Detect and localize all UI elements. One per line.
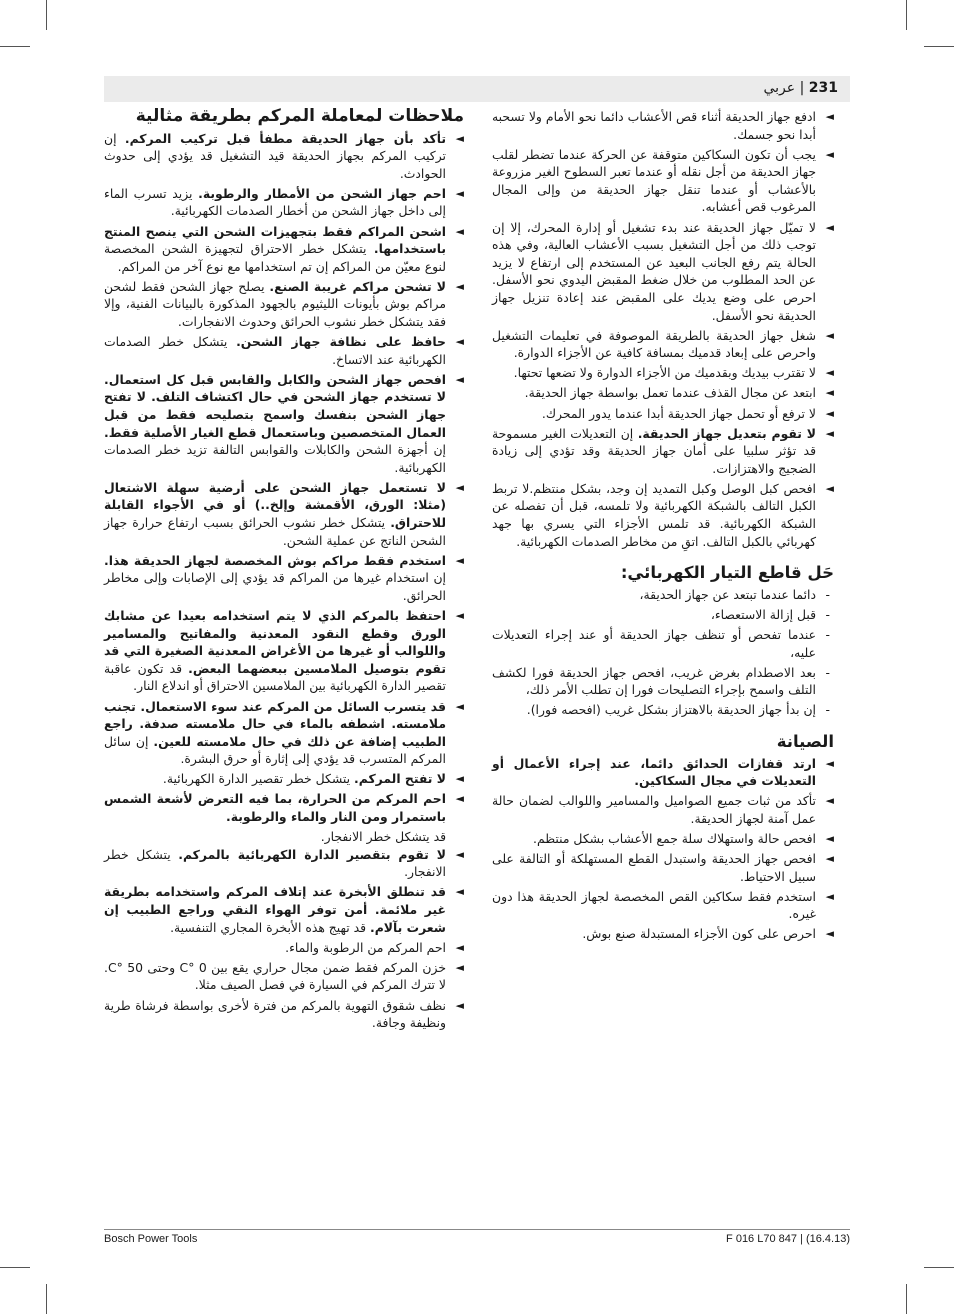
bullet-item-text: افحص حالة واستهلاك سلة جمع الأعشاب بشكل منتظم. <box>533 830 816 846</box>
bullet-item <box>104 552 464 605</box>
bullet-item-bold: احتفظ بالمركم الذي لا يتم استخدامه بعيدا عن مشابك الورق وقطع النقود المعدنية والمفاتيح والمسامير واللوالب أو غيرها من الأغراض المعدنية الصغيرة التي قد تقوم بتوصيل الملامسين ببعضهما البعض. <box>104 608 447 676</box>
bullet-item <box>104 828 464 846</box>
dash-item: - إن بدأ جهاز الحديقة بالاهتزاز بشكل غريب (افحصه فورا). <box>492 701 834 719</box>
bullet-item <box>492 146 834 216</box>
bullet-item-text: افحص كبل الوصل وكبل التمديد إن وجد، بشكل منتظم.لا تربط الكبل التالف بالشبكة الكهربائية ولا تلمسه، قبل أن تفصله عن الشبكة الكهربائية. قد تلمس الأجزاء التي يسري بها جهد كهربائي بالكبل التالف. اتقِ من مخاطر الصدمات الكهربائية. <box>492 480 816 549</box>
bullet-item-bold: قد يتسرب السائل من المركم عند سوء الاستعمال. تجنب ملامسته. اشطفه بالماء في حال ملامسته صدفة. راجع الطبيب إضافة عن ذلك في حال ملامسته للعين. <box>104 698 446 749</box>
bullet-item <box>104 846 464 881</box>
left-column <box>104 108 464 1034</box>
bullet-item <box>492 925 834 943</box>
bullet-item-bold: ارتد قفازات الحدائق دائما، عند إجراء الأعمال أو التعديلات في مجال السكاكين. <box>492 755 816 789</box>
bullet-item-text: احم المركم من الرطوبة والماء. <box>285 939 446 955</box>
crop-mark <box>46 1284 47 1314</box>
bullet-item-text: ابتعد عن مجال القذف عندما تعمل بواسطة جهاز الحديقة. <box>524 385 816 401</box>
bullet-item-text: افحص جهاز الحديقة واستبدل القطع المستهلكة أو التالفة على سبيل الاحتياط. <box>492 851 816 884</box>
bullet-item-text: إن سائل المركم المتسرب قد يؤدي إلى إثارة أو حرق البشرة. <box>104 733 446 767</box>
maintenance-list <box>492 755 834 943</box>
bullet-item-bold: لا تفتح المركم. <box>354 771 446 787</box>
dash-item: - قبل إزالة الاستعصاء، <box>492 606 834 624</box>
bullet-item <box>492 792 834 827</box>
bullet-item-bold: استخدم فقط مراكم بوش المخصصة لجهاز الحديقة هذا. <box>104 552 446 568</box>
battery-notes-list <box>104 130 464 1032</box>
bullet-item <box>492 425 834 478</box>
bullet-item-bold: افحص جهاز الشحن والكابل والقابس قبل كل استعمال. لا تستخدم جهاز الشحن في حال اكتشاف التلف. لا تفتح جهاز الشحن بنفسك واسمح بتصليحه فقط من قبل العمال المتخصصين وباستعمال قطع الغيار الأصلية فقط. <box>104 371 446 440</box>
bullet-item-bold: لا تشحن مراكم غريبة الصنع. <box>269 278 447 294</box>
bullet-item <box>104 371 464 477</box>
page-header-label <box>763 80 838 96</box>
right-column <box>492 108 834 946</box>
bullet-item-text: إن أجهزة الشحن والكابلات والقوابس التالفة تزيد خطر الصدمات الكهربائية. <box>104 442 446 475</box>
bullet-item <box>104 959 464 994</box>
page-footer <box>104 1229 850 1245</box>
safety-list <box>492 108 834 550</box>
crop-mark <box>924 1267 954 1268</box>
separator: | <box>795 80 805 96</box>
bullet-item-text: قد يتشكل خطر الانفجار. <box>320 829 446 845</box>
bullet-item-text: إن التعديلات الغير مسموحة قد تؤثر سلبيا على أمان جهاز الحديقة وقد تؤدي إلى زيادة الضجيج والاهتزازات. <box>492 425 816 476</box>
crop-mark <box>906 0 907 30</box>
bullet-item <box>492 755 834 790</box>
bullet-item-text: يتشكل خطر نشوب الحرائق بسبب ارتفاع حرارة جهاز الشحن الناتج عن عملية الشحن. <box>104 515 446 548</box>
bullet-item <box>492 219 834 325</box>
language-label: عربي <box>763 80 796 96</box>
page-header <box>104 76 850 102</box>
bullet-item <box>492 108 834 143</box>
bullet-item <box>492 888 834 923</box>
bullet-item-text: يتشكل خطر الاحتراق لتجهيزة الشحن المخصصة لنوع معيّن من المراكم إن تم استخدامها مع نوع آخر من المراكم. <box>104 241 446 274</box>
maintenance-heading: الصيانة <box>776 732 834 751</box>
bullet-item-text: يتشكل خطر الانفجار. <box>104 846 446 880</box>
bullet-item-bold: احم جهاز الشحن من الأمطار والرطوبة. <box>198 185 446 201</box>
bullet-item <box>492 327 834 362</box>
bullet-item-text: قد تكون عاقبة تقصير الدارة الكهربائية بين الملامسين الاحتراق أو اندلاع النار. <box>104 660 446 694</box>
bullet-item-text: تأكد من ثبات جميع الصواميل والمسامير واللوالب لضمان حالة عمل آمنة لجهاز الحديقة. <box>492 793 816 826</box>
bullet-item <box>492 384 834 402</box>
bullet-item <box>104 790 464 825</box>
dash-item: - بعد الاصطدام بغرض غريب، افحص جهاز الحديقة فورا لكشف التلف واسمح بإجراء التصليحات فورا إن تطلب الأمر ذلك، <box>492 664 834 699</box>
bullet-item <box>104 997 464 1032</box>
bullet-item <box>104 223 464 276</box>
bullet-item-text: لا ترفع أو تحمل جهاز الحديقة أبدا عندما يدور المحرك. <box>541 405 816 421</box>
bullet-item-text: خزن المركم فقط ضمن مجال حراري يقع بين 0 °C وحتى 50 °C. لا تترك المركم في السيارة في فصل الصيف مثلا. <box>104 959 446 993</box>
bullet-item <box>104 333 464 368</box>
crop-mark <box>0 46 30 47</box>
bullet-item-text: يصلح جهاز الشحن فقط لشحن مراكم بوش بأيونات الليثيوم بالجهود المذكورة بالبيانات الفنية، وإلا فقد يتشكل خطر نشوب الحرائق وحدوث الانفجارات. <box>104 278 446 330</box>
bullet-item-text: لا تقترب بيديك وبقدميك من الأجزاء الدوارة ولا تضعها تحتها. <box>513 365 816 381</box>
bullet-item <box>492 364 834 382</box>
bullet-item-text: يتشكل خطر تقصير الدارة الكهربائية. <box>162 771 355 787</box>
crop-mark <box>0 1267 30 1268</box>
dash-item: - عندما تفحص أو تنظف جهاز الحديقة أو عند إجراء التعديلات عليه، <box>492 626 834 661</box>
crop-mark <box>46 0 47 30</box>
bullet-item-text: استخدم فقط سكاكين القص المخصصة لجهاز الحديقة هذا دون غيره. <box>492 888 816 922</box>
bullet-item <box>104 770 464 788</box>
crop-mark <box>906 1284 907 1314</box>
bullet-item <box>104 698 464 768</box>
bullet-item-text: يزيد تسرب الماء إلى داخل جهاز الشحن من أخطار الصدمات الكهربائية. <box>104 185 446 219</box>
bullet-item <box>104 939 464 957</box>
breaker-heading: حَل قاطع التيار الكهربائي: <box>620 563 834 583</box>
bullet-item-text: يتشكل خطر الصدمات الكهربائية عند الاتساخ. <box>104 334 446 367</box>
bullet-item <box>492 850 834 885</box>
page-number: 231 <box>808 80 838 96</box>
bullet-item <box>492 480 834 550</box>
battery-notes-heading: ملاحظات لمعاملة المركم بطريقة مثالية <box>135 106 464 126</box>
bullet-item <box>104 883 464 936</box>
bullet-item-bold: لا تقوم بتقصير الدارة الكهربائية بالمركم. <box>178 846 446 862</box>
breaker-list <box>492 586 834 719</box>
bullet-item-text: لا تميّل جهاز الحديقة عند بدء تشغيل أو إدارة المحرك، إلا إن توجب ذلك من أجل التشغيل بسبب الأعشاب العالية، وفي هذه الحالة يتم رفع الجانب البعيد عن المستخدم إلى ارتفاع لا يزيد عن الحد المطلوب من خلال ضغط المقبض اليدوي نحو الأسفل. احرص على وضع يديك على المقبض عند إعادة تنزيل جهاز الحديقة نحو الأسفل. <box>492 219 816 323</box>
bullet-item-bold: لا تستعمل جهاز الشحن على أرضية سهلة الاشتعال (مثلا: الورق، الأقمشة وإلخ..) أو في الأجواء القابلة للاحتراق. <box>104 479 446 531</box>
bullet-item <box>104 278 464 331</box>
bullet-item <box>492 405 834 423</box>
bullet-item-text: ادفع جهاز الحديقة أثناء قص الأعشاب دائما نحو الأمام ولا تسحبه أبدا نحو جسمك. <box>492 109 816 142</box>
bullet-item-text: إن تركيب المركم بجهاز الحديقة قيد التشغيل قد يؤدي إلى حدوث الحوادث. <box>104 130 446 181</box>
bullet-item-bold: احم المركم من الحرارة، بما فيه التعرض لأشعة الشمس باستمرار ومن النار والماء والرطوبة. <box>104 791 446 825</box>
footer-brand: Bosch Power Tools <box>104 1233 198 1245</box>
bullet-item-text: نظف شقوق التهوية بالمركم من فترة لأخرى بواسطة فرشاة طرية ونظيفة وجافة. <box>104 997 446 1031</box>
bullet-item-text: يجب أن تكون السكاكين متوقفة عن الحركة عندما تضطر لقلب جهاز الحديقة من أجل نقله أو عندما تعبر السطوح الغير مزروعة بالأعشاب أو عندما تنقل جهاز الحديقة من وإلى المجال المرغوب قص أعشابه. <box>492 146 816 215</box>
bullet-item <box>104 479 464 549</box>
bullet-item <box>104 607 464 695</box>
bullet-item-text: إن استخدام غيرها من المراكم قد يؤدي إلى الإصابات وإلى مخاطر الحرائق. <box>104 570 446 603</box>
bullet-item-bold: قد تنطلق الأبخرة عند إتلاف المركم واستخدامه بطريقة غير ملائمة. أمن توفر الهواء النقي وراجع الطبيب إن شعرت بآلام. <box>104 884 446 935</box>
bullet-item-bold: حافظ على نظافة جهاز الشحن. <box>236 334 446 350</box>
bullet-item <box>104 130 464 183</box>
dash-item: - دائما عندما تبتعد عن جهاز الحديقة، <box>492 586 834 604</box>
footer-doc-code: F 016 L70 847 | (16.4.13) <box>726 1233 850 1245</box>
bullet-item-bold: اشحن المراكم فقط بتجهيزات الشحن التي ينصح المنتج باستخدامها. <box>104 223 446 257</box>
bullet-item-text: احرص على كون الأجزاء المستبدلة صنع بوش. <box>582 926 816 942</box>
bullet-item-text: شغل جهاز الحديقة بالطريقة الموصوفة في تعليمات التشغيل واحرص على إبعاد قدميك بمسافة كافية عن الأجزاء الدوارة. <box>492 327 816 361</box>
bullet-item <box>492 830 834 848</box>
bullet-item-bold: لا تقوم بتعديل جهاز الحديقة. <box>637 425 816 441</box>
bullet-item-text: قد تهيج هذه الأبخرة المجاري التنفسية. <box>170 919 371 935</box>
bullet-item-bold: تأكد بأن جهاز الحديقة مطفأ قبل تركيب المركم. <box>124 130 446 146</box>
crop-mark <box>924 46 954 47</box>
bullet-item <box>104 185 464 220</box>
